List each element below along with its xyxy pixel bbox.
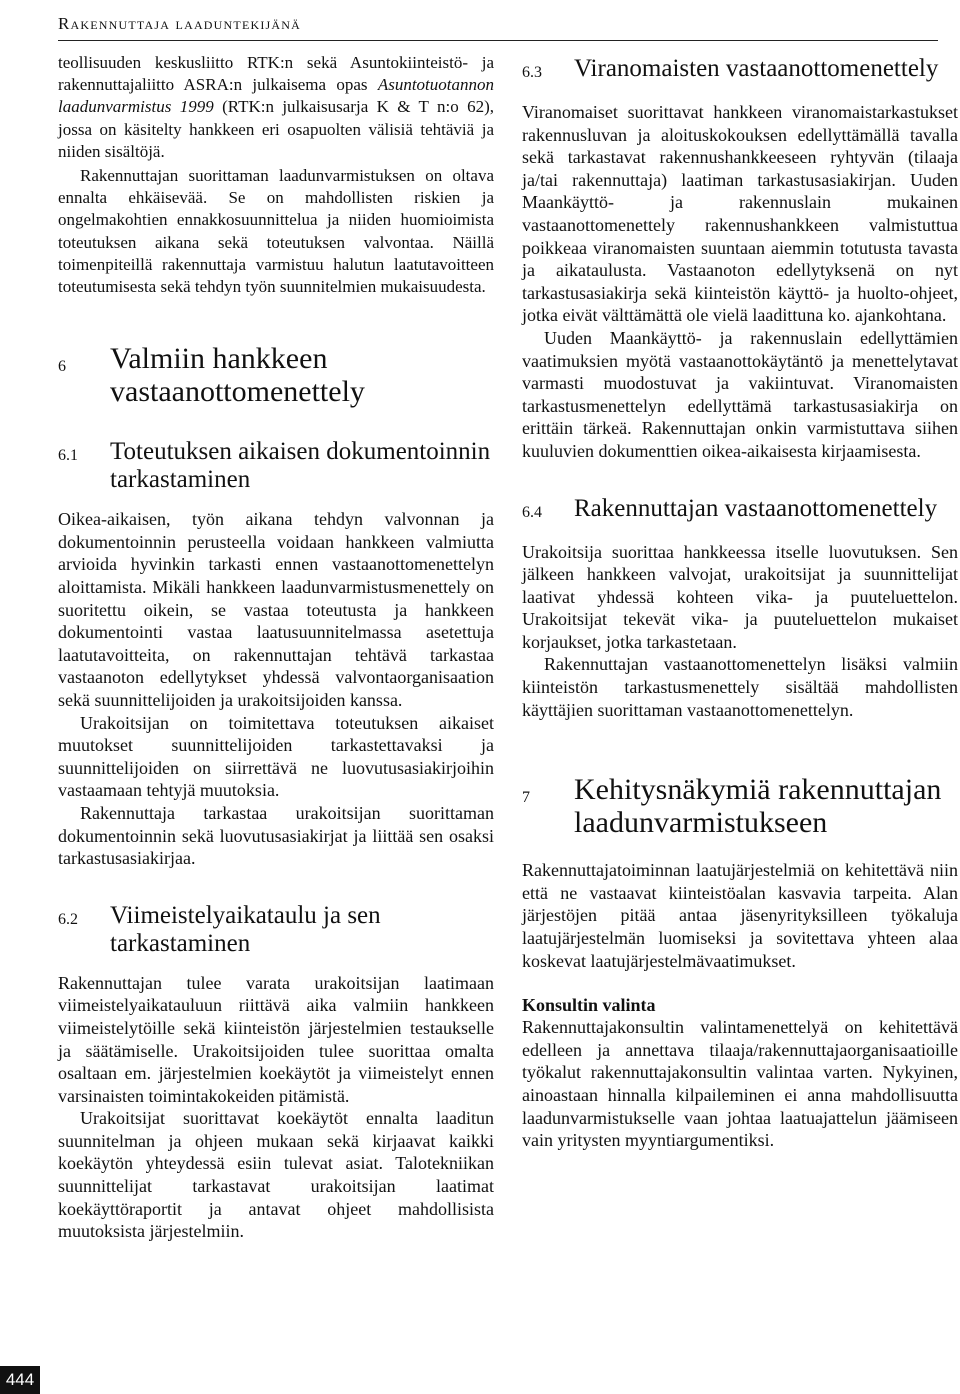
section-number: 6.2 — [58, 910, 78, 928]
section-title: Rakennuttajan vastaanottomenettely — [574, 494, 938, 522]
page-number: 444 — [0, 1366, 40, 1394]
section-number: 6.1 — [58, 447, 78, 465]
intro-text: teollisuuden keskusliitto RTK:n sekä Asuntokiinteistö- ja rakennuttajaliitto ASRA:n julkaisema opas — [58, 53, 494, 95]
paragraph-prevention: Rakennuttajan suorittaman laadunvarmistuksen on oltava ennalta ehkäisevää. Se on mahdollisten riskien ja ongelmakohtien ennakkosuunnittelua ja niiden huomioimista toteutuksen aikana sekä toteutuksen valvontaa. Näillä toimenpiteillä rakennuttaja varmistuu halutun laatutavoitteen toteutumisesta sekä tehdyn työn suunnitelmien mukaisuudesta. — [58, 166, 494, 297]
section-title: Valmiin hankkeen vastaanottomenettely — [110, 342, 365, 409]
section-6-1-heading — [58, 438, 494, 494]
paragraph: Viranomaiset suorittavat hankkeen viranomaistarkastukset rakennusluvan ja aloituskokouksen edellyttämällä tavalla sekä tarkastavat rakennushankkeeseen ryhtyvän (tilaaja ja/tai rakennuttaja) laatiman tarkastusasiakirjan. Uuden Maankäyttö- ja rakennuslain mukainen vastaanottomenettely rakennushankkeen valmistuttua poikkeaa viranomaisten suuntaan aiemmin totutusta tavasta ja aikataulusta. Vastaanoton edellytyksenä on nyt tarkastusasiakirja sekä kiinteistön käyttö- ja huolto-ohjeet, jotka eivät välttämättä ole vielä laadittuna ko. ajankohtana. — [522, 102, 958, 326]
paragraph: Rakennuttajan vastaanottomenettelyn lisäksi valmiin kiinteistön tarkastusmenettely sisältää mahdollisten käyttäjien suorittaman vastaanottomenettelyn. — [522, 654, 958, 720]
intro-paragraph — [58, 52, 494, 163]
left-column — [58, 52, 494, 1243]
right-column — [522, 55, 958, 1152]
intro-text-end: (RTK:n julkaisusarja K & T n:o 62), jossa on käsitelty hankkeen eri osapuolten välisiä tehtäviä ja niiden sisältöjä. — [58, 97, 494, 161]
section-6-4-heading — [522, 495, 958, 527]
section-6-2-heading — [58, 902, 494, 958]
paragraph: Urakoitsijat suorittavat koekäytöt ennalta laaditun suunnitelman ja ohjeen mukaan sekä kirjaavat kaikki koekäytön yhteydessä esiin tulevat asiat. Talotekniikan suunnittelijat tarkastavat urakoitsijan laatimat koekäyttöraportit ja antavat ohjeet mahdollisista muutoksista järjestelmiin. — [58, 1108, 494, 1242]
paragraph: Rakennuttajatoiminnan laatujärjestelmiä on kehitettävä niin että ne vastaavat kiinteistöalan kasvavia tarpeita. Alan järjestöjen pitää antaa jäsenyrityksilleen työkaluja laatujärjestelmän luomiseksi ja sovitettava yhteen alaa koskevat laatujärjestelmävaatimukset. — [522, 860, 958, 971]
paragraph: Uuden Maankäyttö- ja rakennuslain edellyttämien vaatimuksien myötä vastaanottokäytäntö ja menettelytavat varmasti muodostuvat ja vakiintuvat. Viranomaisten tarkastusmenettelyn edellyttämä tarkastusasiakirja on erittäin tärkeä. Rakennuttajan onkin varmistuttava siihen kuuluvien dokumenttien oikea-aikaisesta kirjaamisesta. — [522, 327, 958, 461]
intro-publication-title: Asuntotuotannon laadunvarmistus 1999 — [58, 75, 494, 117]
paragraph: Rakennuttajakonsultin valintamenettelyä on kehitettävä edelleen ja annettava tilaaja/rakennuttajaorganisaatioille työkalut rakennuttajakonsultin valintaa varten. Nykyinen, ainoastaan hinnalla kilpaileminen ei anna mahdollisuutta laadunvarmistukselle vaan johtaa laatuajattelun jäämiseen vain yritysten myyntiargumentiksi. — [522, 1017, 958, 1151]
subheading-consultant: Konsultin valinta — [522, 995, 656, 1016]
paragraph: Urakoitsijan on toimitettava toteutuksen aikaiset muutokset suunnittelijoiden tarkastettavaksi ja suunnittelijoiden on siirrettävä ne luovutusasiakirjoihin vastaamaan tehtyjä muutoksia. — [58, 712, 494, 801]
section-7-heading — [522, 773, 958, 839]
running-header — [58, 6, 938, 41]
section-title: Viranomaisten vastaanottomenettely — [574, 55, 939, 82]
paragraph: Rakennuttajan tulee varata urakoitsijan laatimaan viimeistelyaikatauluun riittävä aika valmiin hankkeen viimeistelytöille sekä kiinteistön järjestelmien testaukselle ja säätämiselle. Urakoitsijoiden tulee suorittaa omalta osaltaan em. järjestelmien koekäytöt ja viimeistelyt ennen varsinaisten toimintakokeiden pitämistä. — [58, 972, 494, 1106]
paragraph: Oikea-aikaisen, työn aikana tehdyn valvonnan ja dokumentoinnin perusteella voidaan hankkeen valmiutta arvioida hyvinkin tarkasti ennen vastaanottomenettelyn aloittamista. Mikäli hankkeen laadunvarmistusmenettely on suoritettu oikein, se vastaa toteutusta ja hankkeen dokumentointi vastaa laatusuunnitelmassa asetettuja laatutavoitteita, on rakennuttajan tehtävä tarkastaa vastaanoton edellytykset yhdessä valvontaorganisaation sekä suunnittelijoiden ja urakoitsijoiden kanssa. — [58, 509, 494, 710]
section-title: Viimeistelyaikataulu ja sen tarkastaminen — [110, 901, 381, 957]
running-title: Rakennuttaja laaduntekijänä — [58, 14, 302, 33]
section-number: 6.3 — [522, 64, 542, 81]
section-number: 7 — [522, 789, 530, 807]
paragraph: Urakoitsija suorittaa hankkeessa itselle luovutuksen. Sen jälkeen hankkeen valvojat, urakoitsijat ja suunnittelijat laativat yhdessä kohteen vika- ja puuteluettelon. Urakoitsijat tekevät vika- ja puuteluettelon mukaiset korjaukset, jotka tarkastetaan. — [522, 541, 958, 652]
paragraph: Rakennuttaja tarkastaa urakoitsijan suorittaman dokumentoinnin sekä luovutusasiakirjat ja liittää sen osaksi tarkastusasiakirjaa. — [58, 802, 494, 869]
section-6-3-heading — [522, 55, 958, 87]
section-number: 6 — [58, 358, 66, 376]
section-title: Kehitysnäkymiä rakennuttajan laadunvarmistukseen — [574, 773, 942, 840]
section-6-heading — [58, 342, 494, 408]
section-title: Toteutuksen aikaisen dokumentoinnin tarkastaminen — [110, 438, 491, 494]
section-number: 6.4 — [522, 503, 542, 521]
